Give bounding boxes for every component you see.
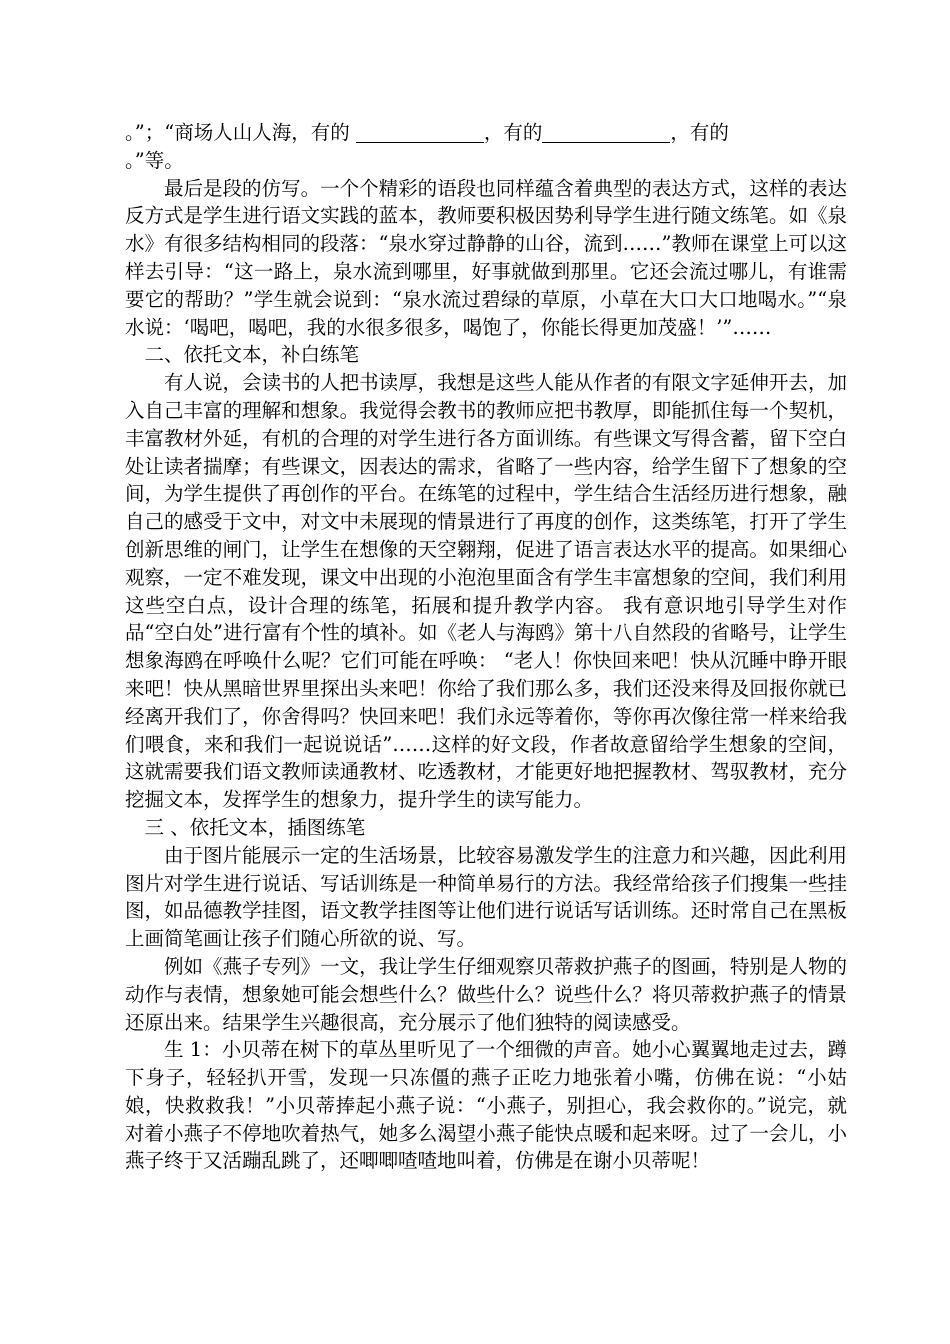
paragraph-illustration: 由于图片能展示一定的生活场景，比较容易激发学生的注意力和兴趣，因此利用图片对学生进行说话、写话训练是一种简单易行的方法。我经常给孩子们搜集一些挂图，如品德教学挂图，语文教学挂图等让他们进行说话写话训练。还时常自己在黑板上画简笔画让孩子们随心所欲的说、写。 — [125, 843, 847, 951]
fill-in-line — [125, 119, 847, 147]
heading-section-3: 三 、依托文本，插图练笔 — [144, 815, 366, 839]
document-body — [125, 119, 847, 1175]
line1-text-a: 。”；“商场人山人海，有的 — [125, 121, 356, 144]
paragraph-student-1: 生 1：小贝蒂在树下的草丛里听见了一个细微的声音。她小心翼翼地走过去，蹲下身子，轻轻扒开雪，发现一只冻僵的燕子正吃力地张着小嘴，仿佛在说：“小姑娘，快救救我！”小贝蒂捧起小燕子说：“小燕子，别担心，我会救你的。”说完，就对着小燕子不停地吹着热气，她多么渴望小燕子能快点暖和起来呀。过了一会儿，小燕子终于又活蹦乱跳了，还唧唧喳喳地叫着，仿佛是在谢小贝蒂呢！ — [125, 1038, 847, 1173]
paragraph-blank-filling: 有人说，会读书的人把书读厚，我想是这些人能从作者的有限文字延伸开去，加入自己丰富的理解和想象。我觉得会教书的教师应把书教厚，即能抓住每一个契机，丰富教材外延，有机的合理的对学生进行各方面训练。有些课文写得含蓄，留下空白处让读者揣摩；有些课文，因表达的需求，省略了一些内容，给学生留下了想象的空间，为学生提供了再创作的平台。在练笔的过程中，学生结合生活经历进行想象，融自己的感受于文中，对文中未展现的情景进行了再度的创作，这类练笔，打开了学生创新思维的闸门，让学生在想像的天空翱翔，促进了语言表达水平的提高。如果细心观察，一定不难发现，课文中出现的小泡泡里面含有学生丰富想象的空间，我们利用这些空白点，设计合理的练笔，拓展和提升教学内容。 我有意识地引导学生对作品“空白处”进行富有个性的填补。如《老人与海鸥》第十八自然段的省略号，让学生想象海鸥在呼唤什么呢？它们可能在呼唤： “老人！你快回来吧！快从沉睡中睁开眼来吧！快从黑暗世界里探出头来吧！你给了我们那么多，我们还没来得及回报你就已经离开我们了，你舍得吗？快回来吧！我们永远等着你，等你再次像往常一样来给我们喂食，来和我们一起说说话”……这样的好文段，作者故意留给学生想象的空间，这就需要我们语文教师读通教材、吃透教材，才能更好地把握教材、驾驭教材，充分挖掘文本，发挥学生的想象力，提升学生的读写能力。 — [125, 371, 847, 812]
heading-section-2: 二、依托文本，补白练笔 — [144, 343, 360, 367]
blank-line-1 — [356, 123, 484, 144]
line1-text-c: ，有的 — [670, 121, 729, 144]
line1-text-b: ，有的 — [483, 121, 543, 144]
paragraph-example: 例如《燕子专列》一文，我让学生仔细观察贝蒂救护燕子的图画，特别是人物的动作与表情，想象她可能会想些什么？做些什么？说些什么？将贝蒂救护燕子的情景还原出来。结果学生兴趣很高，充分展示了他们独特的阅读感受。 — [125, 954, 847, 1034]
paragraph-imitation: 最后是段的仿写。一个个精彩的语段也同样蕴含着典型的表达方式，这样的表达反方式是学生进行语文实践的蓝本，教师要积极因势利导学生进行随文练笔。如《泉水》有很多结构相同的段落：“泉水穿过静静的山谷，流到……”教师在课堂上可以这样去引导：“这一路上，泉水流到哪里，好事就做到那里。它还会流过哪儿，有谁需要它的帮助？”学生就会说到：“泉水流过碧绿的草原，小草在大口大口地喝水。”“泉水说：‘喝吧，喝吧，我的水很多很多，喝饱了，你能长得更加茂盛！’”…… — [125, 176, 847, 339]
line2-text: 。”等。 — [125, 148, 184, 172]
blank-line-2 — [542, 123, 670, 144]
